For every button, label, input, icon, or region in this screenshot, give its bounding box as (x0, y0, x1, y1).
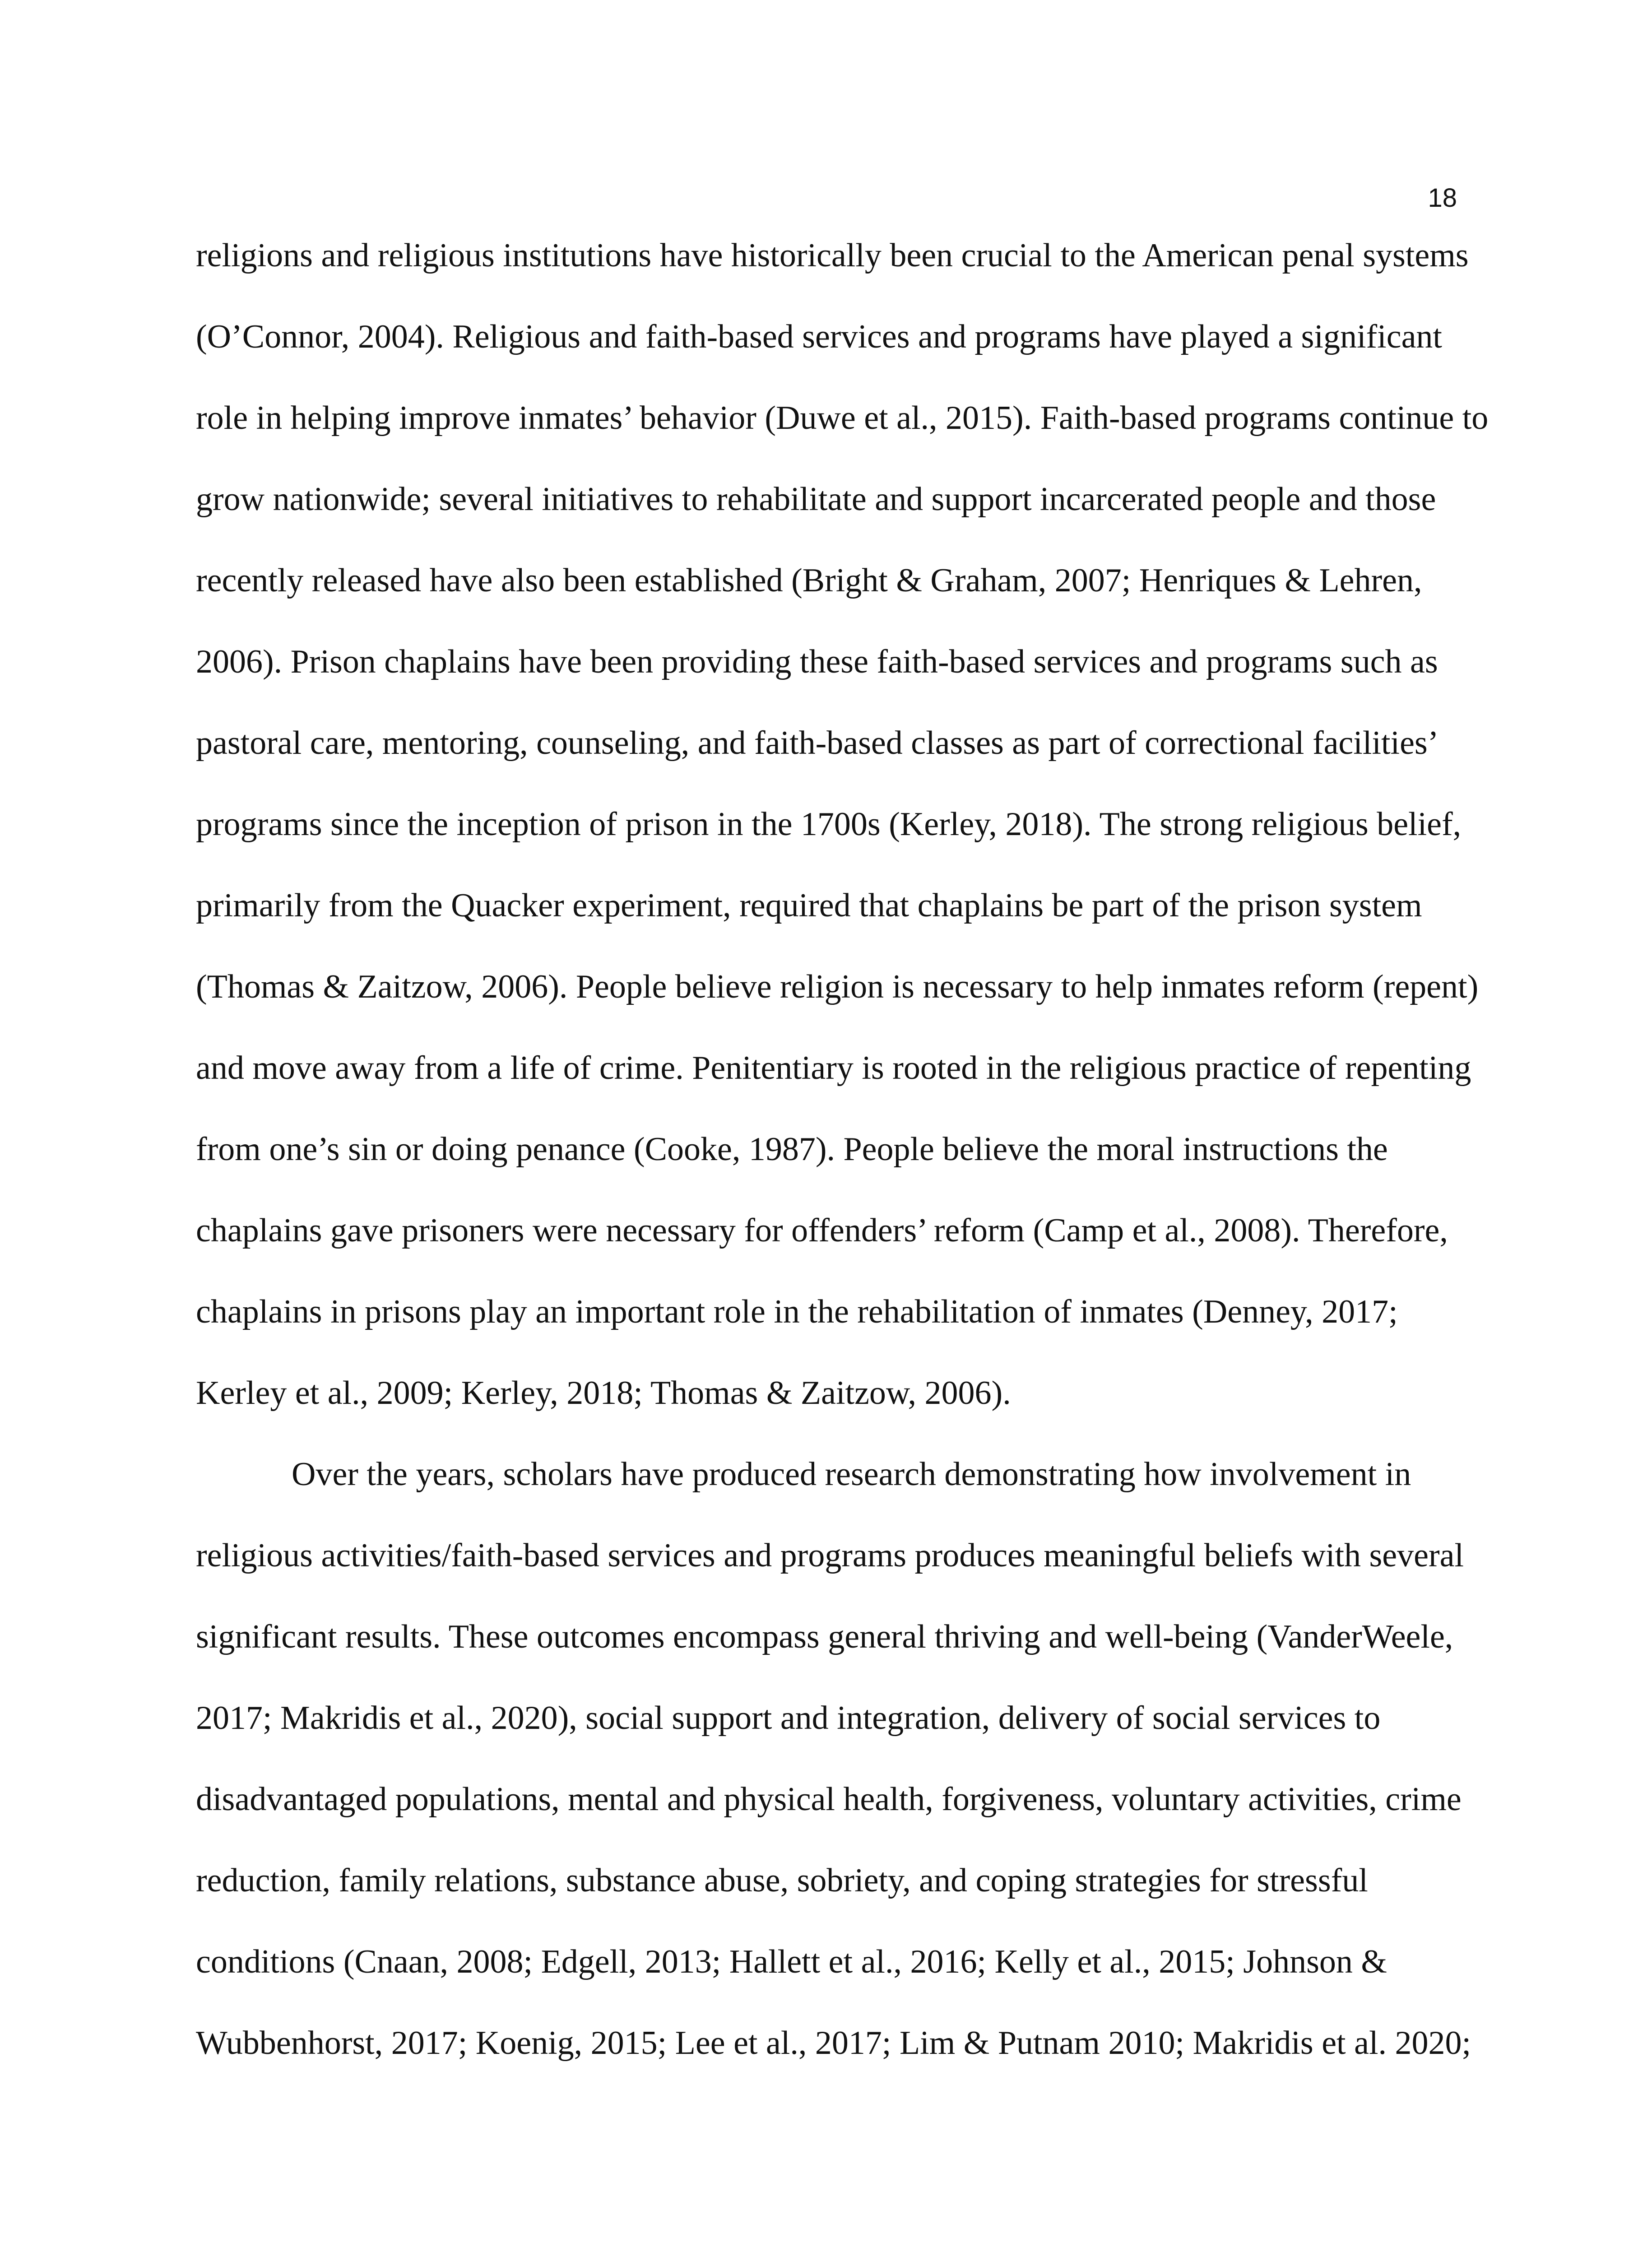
text-line: disadvantaged populations, mental and physical health, forgiveness, voluntary activities, crime (196, 1781, 1462, 1818)
body-text (196, 215, 1489, 2084)
text-line: Kerley et al., 2009; Kerley, 2018; Thomas & Zaitzow, 2006). (196, 1375, 1011, 1412)
page-number: 18 (1428, 183, 1457, 213)
paragraph-2 (196, 1434, 1469, 2084)
paragraph-1 (196, 215, 1489, 1434)
text-line: 2017; Makridis et al., 2020), social support and integration, delivery of social services to (196, 1700, 1381, 1737)
text-line: Wubbenhorst, 2017; Koenig, 2015; Lee et al., 2017; Lim & Putnam 2010; Makridis et al. 2020; (196, 2025, 1471, 2062)
text-line: religious activities/faith-based services and programs produces meaningful beliefs with several (196, 1537, 1464, 1574)
text-line: pastoral care, mentoring, counseling, and faith-based classes as part of correctional facilities’ (196, 724, 1439, 762)
text-line: and move away from a life of crime. Penitentiary is rooted in the religious practice of repenting (196, 1050, 1471, 1087)
text-line: grow nationwide; several initiatives to rehabilitate and support incarcerated people and those (196, 481, 1436, 518)
text-line: religions and religious institutions have historically been crucial to the American penal systems (196, 237, 1469, 274)
text-line: chaplains gave prisoners were necessary for offenders’ reform (Camp et al., 2008). Therefore, (196, 1212, 1448, 1249)
text-line: significant results. These outcomes encompass general thriving and well-being (VanderWeele, (196, 1618, 1453, 1655)
text-line: (Thomas & Zaitzow, 2006). People believe religion is necessary to help inmates reform (repent) (196, 968, 1479, 1005)
text-line: role in helping improve inmates’ behavior (Duwe et al., 2015). Faith-based programs continue to (196, 399, 1489, 437)
text-line: reduction, family relations, substance abuse, sobriety, and coping strategies for stressful (196, 1862, 1368, 1899)
text-line: 2006). Prison chaplains have been providing these faith-based services and programs such as (196, 643, 1438, 680)
text-line: from one’s sin or doing penance (Cooke, 1987). People believe the moral instructions the (196, 1131, 1388, 1168)
text-line: chaplains in prisons play an important role in the rehabilitation of inmates (Denney, 2017; (196, 1293, 1398, 1330)
text-line: programs since the inception of prison in the 1700s (Kerley, 2018). The strong religious belief, (196, 806, 1462, 843)
text-line-indented: Over the years, scholars have produced research demonstrating how involvement in (292, 1456, 1411, 1493)
text-line: conditions (Cnaan, 2008; Edgell, 2013; Hallett et al., 2016; Kelly et al., 2015; Johnson & (196, 1943, 1387, 1980)
text-line: (O’Connor, 2004). Religious and faith-based services and programs have played a significant (196, 318, 1442, 355)
text-line: primarily from the Quacker experiment, required that chaplains be part of the prison system (196, 887, 1422, 924)
text-line: recently released have also been established (Bright & Graham, 2007; Henriques & Lehren, (196, 562, 1422, 599)
